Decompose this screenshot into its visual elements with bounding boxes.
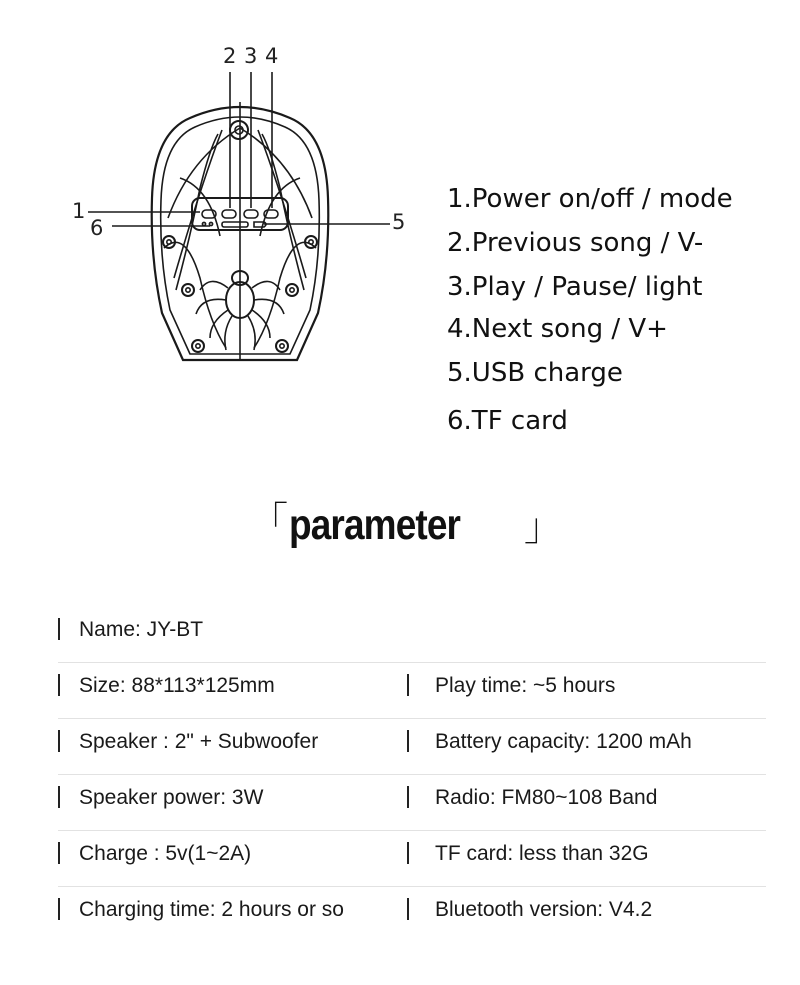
- spec-row: [58, 662, 766, 719]
- legend-item-previous: 2.Previous song / V-: [447, 228, 704, 258]
- bullet-bar: [58, 842, 60, 864]
- spec-name: Name: JY-BT: [79, 618, 204, 641]
- legend-item-usb: 5.USB charge: [447, 358, 623, 388]
- spec-speaker: Speaker : 2" + Subwoofer: [79, 730, 319, 753]
- spec-row: [58, 774, 766, 831]
- spec-charge: Charge : 5v(1~2A): [79, 842, 252, 865]
- bullet-bar: [58, 730, 60, 752]
- legend-item-next: 4.Next song / V+: [447, 314, 668, 344]
- speaker-outline-drawing: [50, 38, 430, 378]
- bullet-bar: [58, 674, 60, 696]
- bullet-bar: [58, 898, 60, 920]
- legend-item-play: 3.Play / Pause/ light: [447, 272, 703, 302]
- speaker-diagram: [50, 38, 430, 378]
- callout-2: 2: [223, 44, 237, 68]
- spec-row: [58, 606, 766, 663]
- spec-charging-time: Charging time: 2 hours or so: [79, 898, 344, 921]
- heading-bracket-close: 」: [524, 505, 563, 549]
- bullet-bar: [407, 730, 409, 752]
- callout-6: 6: [90, 216, 104, 240]
- spec-battery: Battery capacity: 1200 mAh: [435, 730, 692, 753]
- spec-tf-card: TF card: less than 32G: [435, 842, 649, 865]
- spec-row: [58, 886, 766, 942]
- legend-item-power: 1.Power on/off / mode: [447, 184, 733, 214]
- spec-radio: Radio: FM80~108 Band: [435, 786, 658, 809]
- spec-play-time: Play time: ~5 hours: [435, 674, 616, 697]
- spec-bluetooth: Bluetooth version: V4.2: [435, 898, 653, 921]
- bullet-bar: [407, 842, 409, 864]
- bullet-bar: [58, 618, 60, 640]
- bullet-bar: [58, 786, 60, 808]
- callout-3: 3: [244, 44, 258, 68]
- spec-row: [58, 718, 766, 775]
- spec-speaker-power: Speaker power: 3W: [79, 786, 264, 809]
- bullet-bar: [407, 898, 409, 920]
- spec-size: Size: 88*113*125mm: [79, 674, 275, 697]
- section-heading: [0, 500, 800, 560]
- callout-5: 5: [392, 210, 406, 234]
- callout-4: 4: [265, 44, 279, 68]
- spec-row: [58, 830, 766, 887]
- bullet-bar: [407, 786, 409, 808]
- heading-bracket-open: 「: [250, 499, 289, 543]
- heading-title: parameter: [289, 501, 461, 549]
- legend-item-tf-card: 6.TF card: [447, 406, 568, 436]
- callout-1: 1: [72, 199, 86, 223]
- bullet-bar: [407, 674, 409, 696]
